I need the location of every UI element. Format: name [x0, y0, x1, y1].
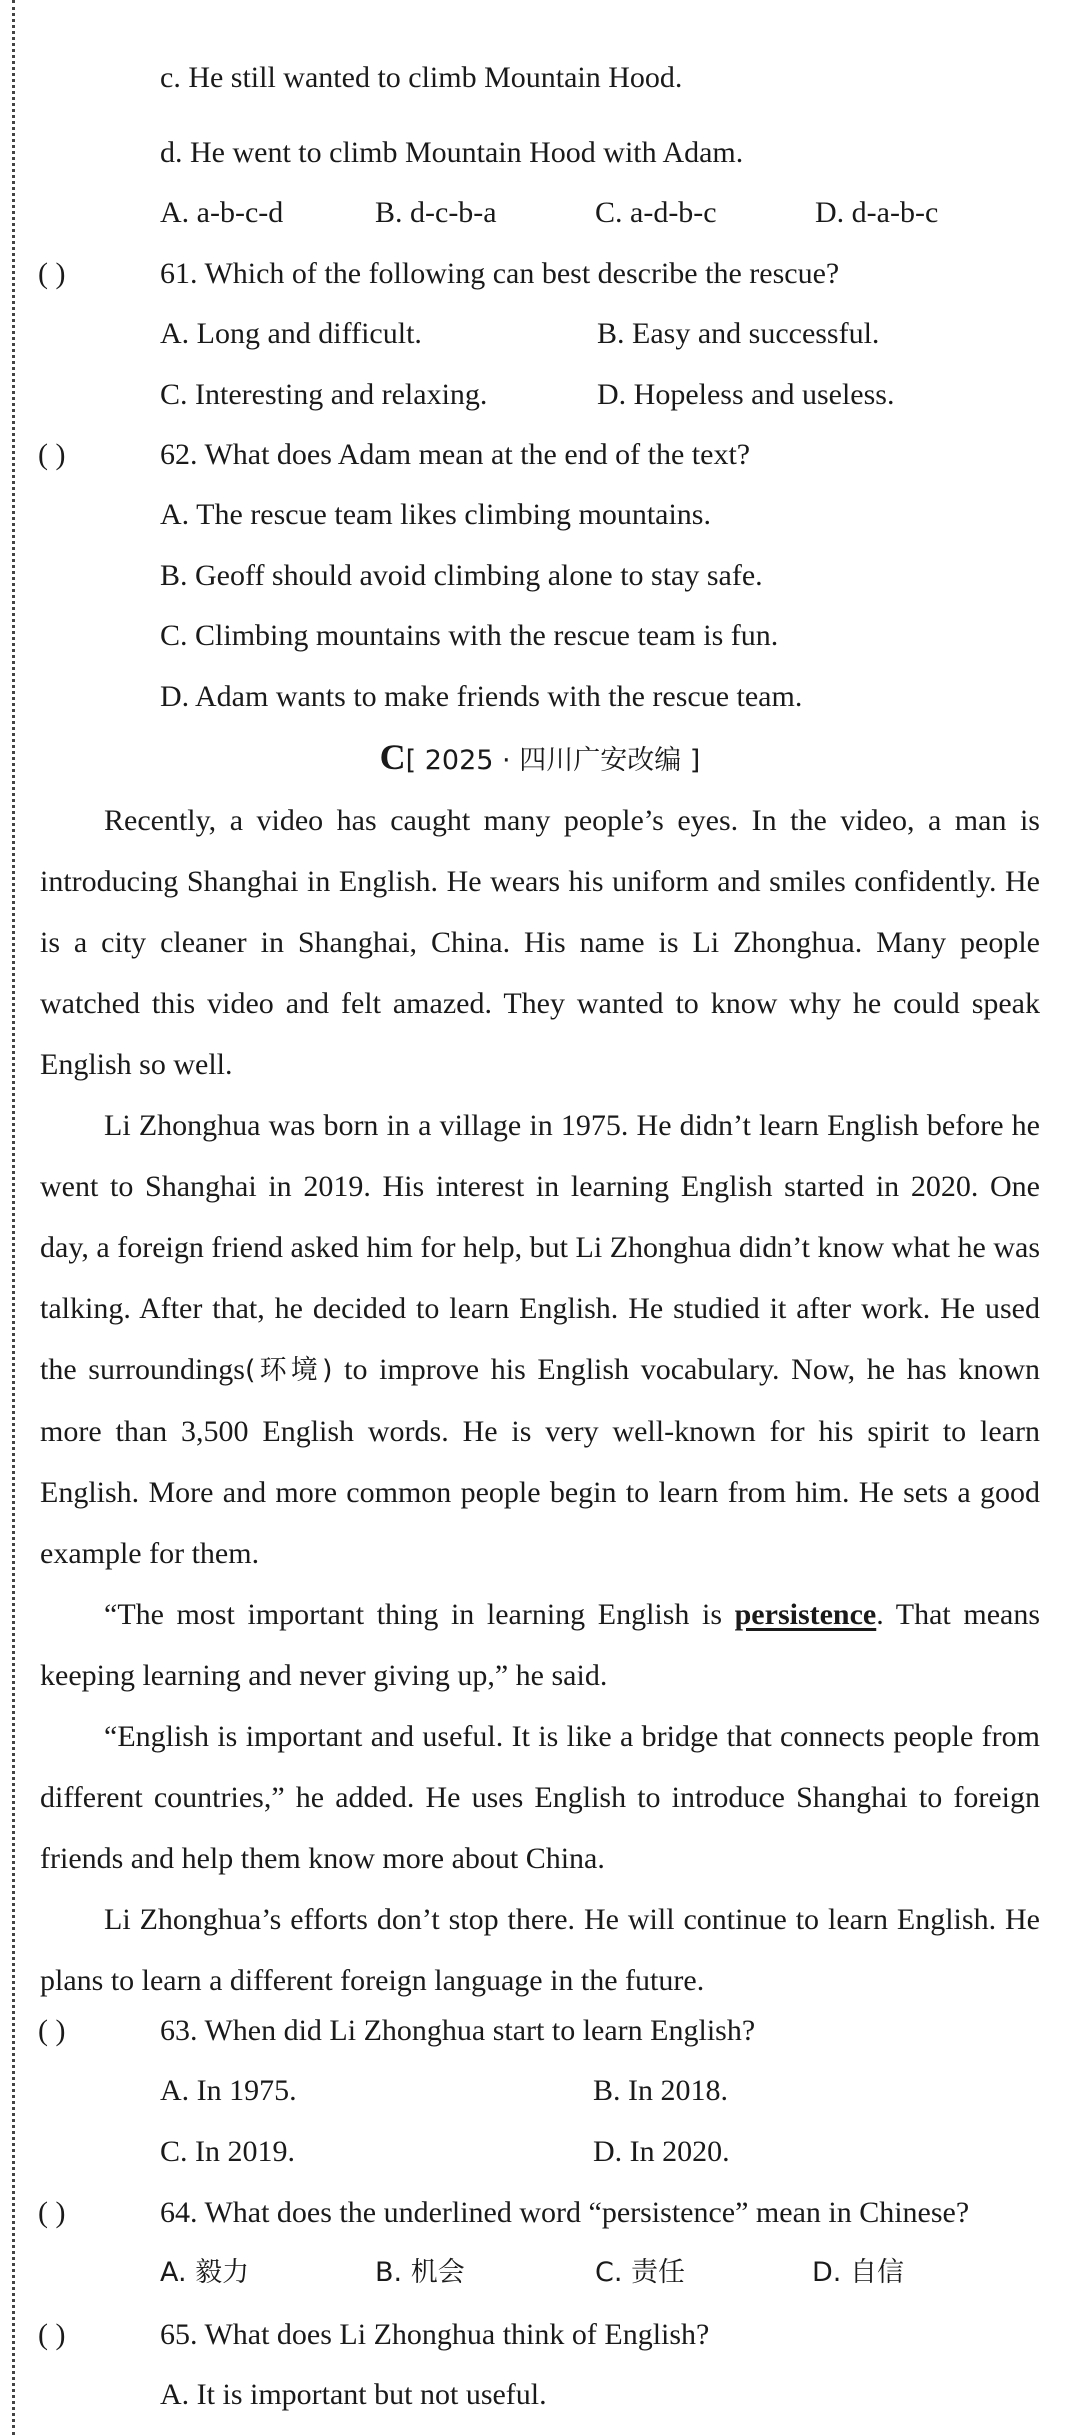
question-63 — [0, 2011, 1080, 2051]
q62-option-a: A. The rescue team likes climbing mountains. — [160, 498, 711, 531]
question-text: 61. Which of the following can best describe the rescue? — [160, 257, 840, 290]
q62-option-c: C. Climbing mountains with the rescue team is fun. — [160, 619, 779, 652]
q62-option-b: B. Geoff should avoid climbing alone to stay safe. — [160, 559, 763, 592]
answer-blank: ( ) — [38, 2014, 66, 2047]
q61-options-row2 — [0, 375, 1080, 415]
option-d: d. He went to climb Mountain Hood with Adam. — [160, 136, 744, 169]
chinese-gloss: (环境) — [244, 1355, 333, 1386]
passage-paragraph-1: Recently, a video has caught many people’s eyes. In the video, a man is introducing Shanghai in English. He wears his uniform and smiles confidently. He is a city cleaner in Shanghai, China. His name is Li Zhonghua. Many people watched this video and felt amazed. They wanted to know why he could speak English so well. — [40, 804, 1040, 1081]
option-c: c. He still wanted to climb Mountain Hood. — [160, 61, 683, 94]
answer-blank: ( ) — [38, 438, 66, 471]
question-62 — [0, 435, 1080, 475]
q64-option-b: B. 机会 — [375, 2257, 465, 2288]
passage-paragraph-5: Li Zhonghua’s efforts don’t stop there. He will continue to learn English. He plans to learn a different foreign language in the future. — [40, 1903, 1040, 1997]
passage-paragraph-2 — [40, 1095, 1040, 1584]
q62-option-d: D. Adam wants to make friends with the rescue team. — [160, 680, 803, 713]
q61-option-d: D. Hopeless and useless. — [597, 378, 895, 411]
q63-options-row2 — [0, 2132, 1080, 2172]
binding-dotted-line — [12, 0, 15, 2435]
q65-option-a: A. It is important but not useful. — [160, 2378, 547, 2411]
passage-paragraph-4: “English is important and useful. It is like a bridge that connects people from different countries,” he added. He uses English to introduce Shanghai to foreign friends and help them know more about China. — [40, 1720, 1040, 1875]
choice-d: D. d-a-b-c — [815, 196, 939, 229]
choice-c: C. a-d-b-c — [595, 196, 717, 229]
question-text: 64. What does the underlined word “persistence” mean in Chinese? — [160, 2196, 970, 2229]
section-letter: C — [379, 737, 406, 777]
q62-option-d-line — [0, 677, 1080, 717]
p2-text-b: to improve his English vocabulary. Now, he has known more than 3,500 English words. He is very well-known for his spirit to learn English. More and more common people begin to learn from him. He sets a good example for them. — [40, 1353, 1040, 1570]
passage — [40, 790, 1040, 2011]
answer-blank: ( ) — [38, 257, 66, 290]
q61-options-row1 — [0, 314, 1080, 354]
option-line-d — [0, 133, 1080, 173]
question-65 — [0, 2315, 1080, 2355]
q63-options-row1 — [0, 2071, 1080, 2111]
choice-a: A. a-b-c-d — [160, 196, 284, 229]
p2-text-a: Li Zhonghua was born in a village in 1975. He didn’t learn English before he went to Shanghai in 2019. His interest in learning English started in 2020. One day, a foreign friend asked him for help, but Li Zhonghua didn’t know what he was talking. After that, he decided to learn English. He studied it after work. He used the surroundings — [40, 1109, 1040, 1386]
q63-option-b: B. In 2018. — [593, 2074, 728, 2107]
p3-text-b: . That means keeping learning and never giving up,” he said. — [40, 1598, 1040, 1692]
q61-option-b: B. Easy and successful. — [597, 317, 880, 350]
q64-option-d: D. 自信 — [812, 2257, 904, 2288]
q63-option-d: D. In 2020. — [593, 2135, 730, 2168]
underlined-word: persistence — [734, 1598, 877, 1631]
question-text: 65. What does Li Zhonghua think of English? — [160, 2318, 710, 2351]
q64-options — [0, 2253, 1080, 2293]
question-61 — [0, 254, 1080, 294]
q61-option-a: A. Long and difficult. — [160, 317, 422, 350]
q62-option-c-line — [0, 616, 1080, 656]
q63-option-c: C. In 2019. — [160, 2135, 295, 2168]
p3-text-a: “The most important thing in learning English is — [104, 1598, 735, 1631]
q62-option-b-line — [0, 556, 1080, 596]
question-64 — [0, 2193, 1080, 2233]
answer-blank: ( ) — [38, 2196, 66, 2229]
q61-option-c: C. Interesting and relaxing. — [160, 378, 488, 411]
q65-option-a-line — [0, 2375, 1080, 2415]
q63-option-a: A. In 1975. — [160, 2074, 297, 2107]
q64-option-a: A. 毅力 — [160, 2257, 250, 2288]
order-choices — [0, 193, 1080, 233]
section-header — [0, 737, 1080, 777]
answer-blank: ( ) — [38, 2318, 66, 2351]
option-line-c — [0, 58, 1080, 98]
q64-option-c: C. 责任 — [595, 2257, 686, 2288]
question-text: 62. What does Adam mean at the end of the text? — [160, 438, 751, 471]
choice-b: B. d-c-b-a — [375, 196, 497, 229]
passage-paragraph-3 — [40, 1584, 1040, 1706]
section-source: [ 2025 · 四川广安改编 ] — [405, 745, 701, 776]
q62-option-a-line — [0, 495, 1080, 535]
question-text: 63. When did Li Zhonghua start to learn English? — [160, 2014, 756, 2047]
